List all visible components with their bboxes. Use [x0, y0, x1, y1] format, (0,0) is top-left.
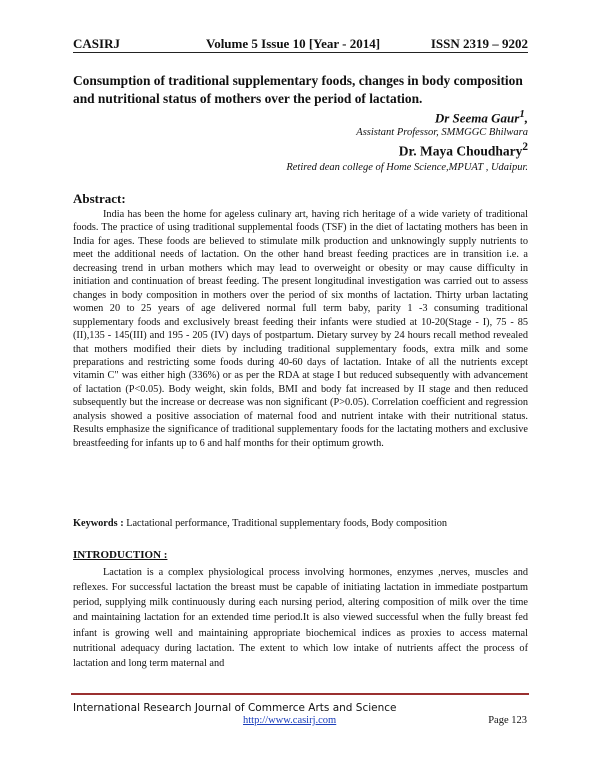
author-2-superscript: 2	[522, 141, 528, 153]
author-1: Dr Seema Gaur$^1$,	[434, 108, 528, 126]
keywords-label: Keywords :	[73, 518, 124, 529]
abstract-heading: Abstract:	[73, 191, 126, 206]
keywords	[73, 518, 528, 529]
footer-rule	[71, 693, 529, 695]
page-number: Page 123	[488, 715, 527, 726]
issn: ISSN 2319 – 9202	[430, 36, 528, 51]
abstract-text: India has been the home for ageless culinary art, having rich heritage of a wide variety of traditional foods. The practice of using traditional supplemental foods (TSF) in the diet of lactating mothers has been in India for ages. These foods are believed to stimulate milk production and unknowingly supply nutrients to meet the additional needs of lactation. On the other hand breast feeding practices are in transition i.e. a decreasing trend in urban mothers which may lead to overweight or obesity or may cause difficulty in initiation and continuation of breast feeding. The present longitudinal investigation was carried out to assess changes in body composition in mothers over the period of six months of lactation. Thirty urban lactating women 20 to 25 years of age delivered normal full term baby, parity 1 -3 consuming traditional supplementary foods and exclusively breast feeding their infants were studied at 10-20(Stage - I), 75 - 85 (II),135 - 145(III) and 195 - 205 (IV) days of postpartum. Dietary survey by 24 hours recall method revealed that mothers modified their diets by including traditional supplementary foods, extra milk and some preparations and restricting some foods during 40-60 days of lactation. Intake of all the nutrients except vitamin C" was either high (336%) or as per the RDA at stage I but reduced subsequently with advancement of lactation (P<0.05). Body weight, skin folds, BMI and body fat increased by II stage and then reduced subsequently but the increase or decrease was non significant (P>0.05). Correlation coefficient and regression analysis showed a positive association of maternal food and nutrient intake with their nutritional status. Results emphasize the significance of traditional supplementary foods for the lactating mothers and exclusive breastfeeding for infants up to 6 and half months for their optimum growth.	[73, 209, 528, 449]
author-1-superscript: 1	[519, 108, 525, 120]
journal-abbreviation: CASIRJ	[73, 36, 120, 51]
author-2	[399, 141, 528, 160]
volume-info: Volume 5 Issue 10 [Year - 2014]	[206, 36, 381, 51]
author-1-name: Dr Seema Gaur	[434, 110, 520, 126]
author-2-name: Dr. Maya Choudhary	[398, 143, 523, 159]
footer-journal-name: International Research Journal of Commerce Arts and Science	[73, 702, 397, 714]
introduction-heading: INTRODUCTION :	[73, 549, 168, 561]
introduction-text: Lactation is a complex physiological process involving hormones, enzymes ,nerves, muscles and reflexes. For successful lactation the breast must be capable of initiating lactation in immediate postpartum period, supplying milk continuously during each nursing period, altering composition of milk over the time and maintaining lactation for an extended time period.It is also viewed successful when the fully breast fed infant is growing well and maintaining appropriate biochemical indices as proxies to access maternal nutritional adequacy during lactation. The extent to which low intake of nutrients affect the process of lactation and long term maternal and	[73, 567, 528, 669]
author-1-affiliation: Assistant Professor, SMMGGC Bhilwara	[356, 127, 528, 138]
author-2-affiliation: Retired dean college of Home Science,MPUAT , Udaipur.	[286, 162, 528, 173]
footer-website-link[interactable]: http://www.casirj.com	[243, 715, 337, 726]
keywords-text: Lactational performance, Traditional supplementary foods, Body composition	[123, 518, 448, 529]
running-header	[73, 36, 528, 53]
article-title: Consumption of traditional supplementary foods, changes in body composition and nutritional status of mothers over the period of lactation.	[73, 73, 523, 106]
